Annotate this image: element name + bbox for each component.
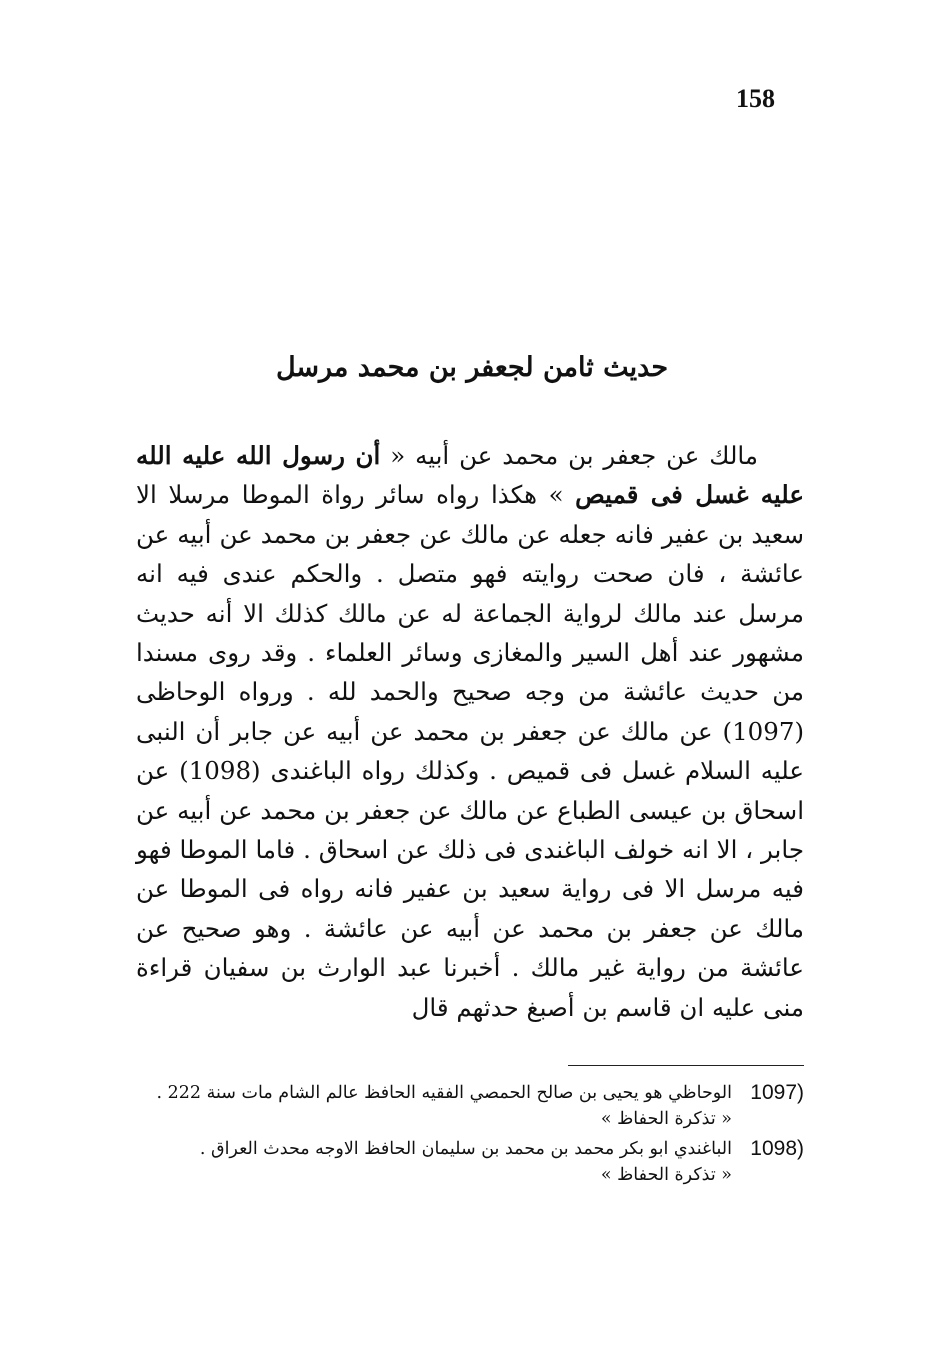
hadith-quote: أن رسول الله عليه الله عليه غسل فى قميص — [136, 441, 804, 510]
section-heading: حديث ثامن لجعفر بن محمد مرسل — [275, 352, 669, 383]
footnote-text — [136, 1080, 732, 1132]
footnote-text — [136, 1136, 732, 1188]
footnote-1098 — [136, 1136, 804, 1188]
body-rest: » هكذا رواه سائر رواة الموطا مرسلا الا سعيد بن عفير فانه جعله عن مالك عن جعفر بن محمد عن أبيه عن عائشة ، فان صحت روايته فهو متصل . والحكم عندى فيه انه مرسل عند مالك لرواية الجماعة له عن مالك كذلك الا أنه حديث مشهور عند أهل السير والمغازى وسائر العلماء . وقد روى مسندا من حديث عائشة من وجه صحيح والحمد لله . ورواه الوحاظى (1097) عن مالك عن جعفر بن محمد عن أبيه عن جابر أن النبى عليه السلام غسل فى قميص . وكذلك رواه الباغندى (1098) عن اسحاق بن عيسى الطباع عن مالك عن جعفر بن محمد عن أبيه عن جابر ، الا انه خولف الباغندى فى ذلك عن اسحاق . فاما الموطا فهو فيه مرسل الا فى رواية سعيد بن عفير فانه رواه فى الموطا عن مالك عن جعفر بن محمد عن أبيه عن عائشة . وهو صحيح عن عائشة من رواية غير مالك . أخبرنا عبد الوارث بن سفيان قراءة منى عليه ان قاسم بن أصبغ حدثهم قال — [136, 480, 804, 1022]
footnote-line: الباغندي ابو بكر محمد بن محمد بن سليمان الحافظ الاوجه محدث العراق . — [199, 1139, 732, 1159]
footnote-line: الوحاظي هو يحيى بن صالح الحمصي الفقيه الحافظ عالم الشام مات سنة 222 . — [156, 1083, 732, 1103]
footnote-separator — [568, 1065, 804, 1066]
footnotes — [136, 1080, 804, 1192]
body-intro: مالك عن جعفر بن محمد عن أبيه « — [380, 441, 758, 470]
footnote-number: 1097) — [750, 1081, 804, 1104]
page-number: 158 — [736, 84, 775, 113]
body-paragraph — [136, 436, 804, 1027]
footnote-source: « تذكرة الحفاظ » — [600, 1165, 732, 1185]
footnote-1097 — [136, 1080, 804, 1132]
footnote-source: « تذكرة الحفاظ » — [600, 1109, 732, 1129]
footnote-number: 1098) — [750, 1137, 804, 1160]
